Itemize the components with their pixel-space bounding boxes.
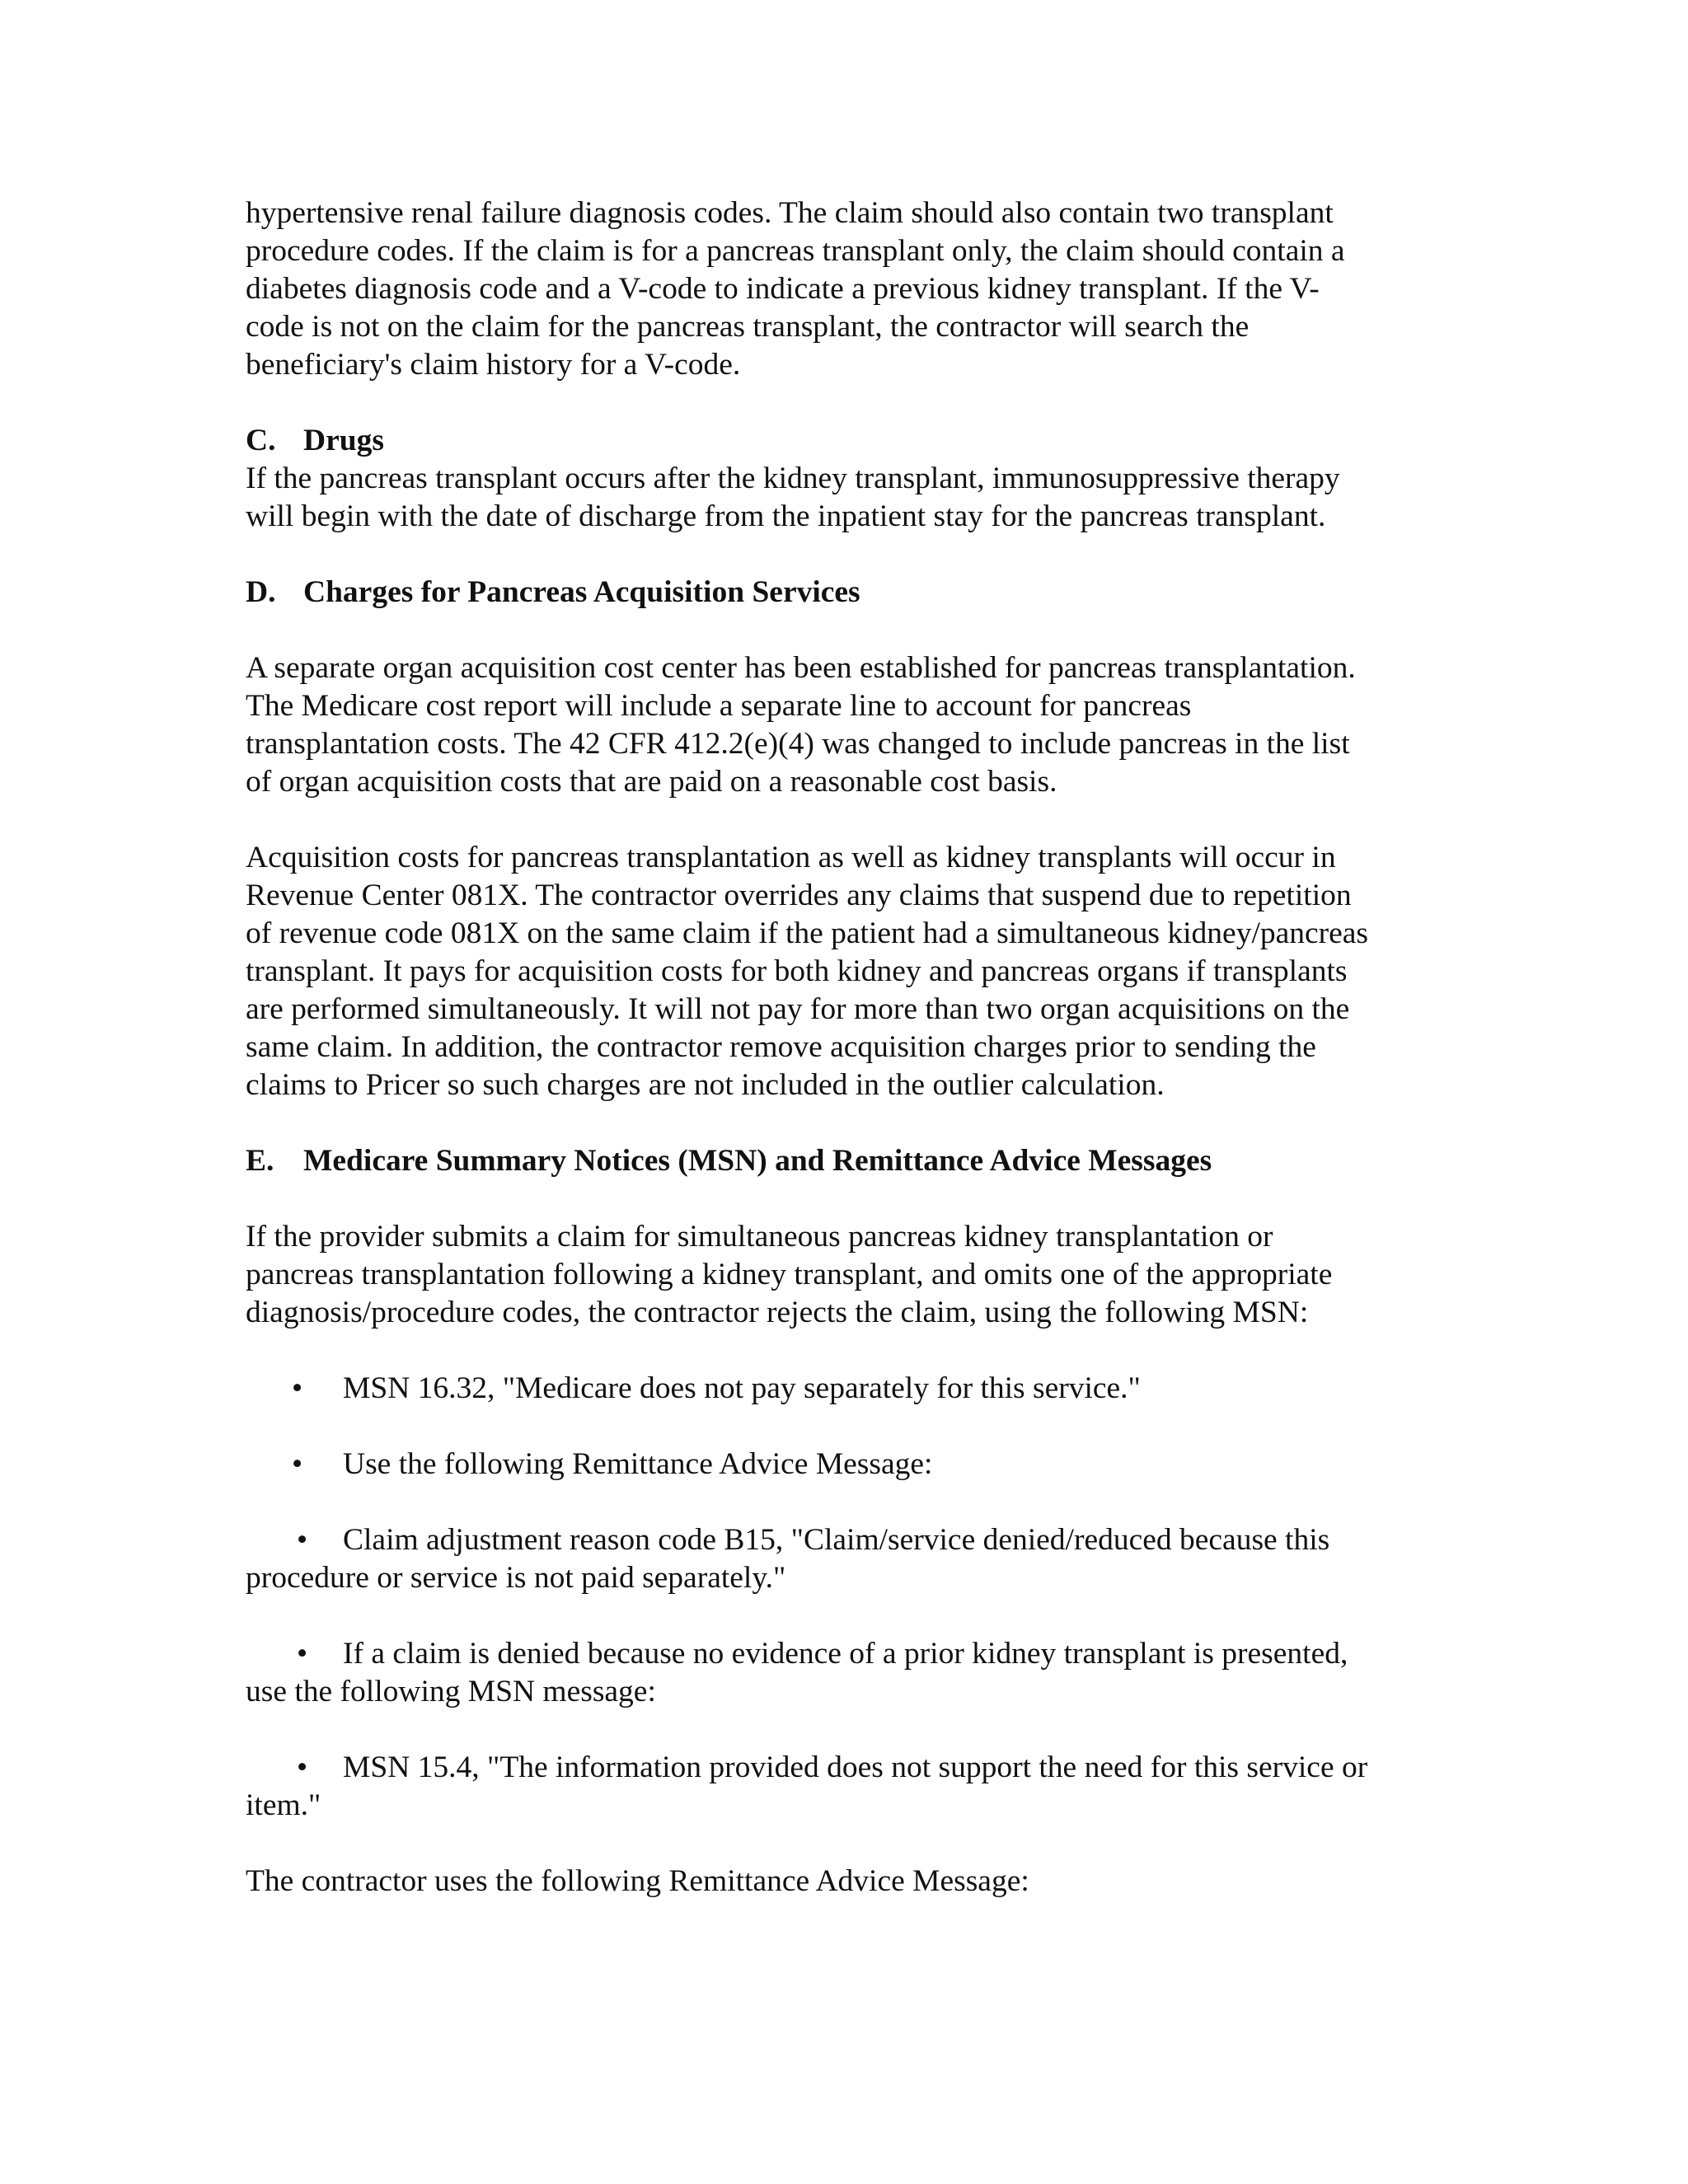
spacer (246, 1597, 1449, 1635)
section-d-heading (246, 574, 1449, 612)
section-e-letter: E. (246, 1144, 274, 1178)
section-c-title: Drugs (303, 424, 384, 457)
section-e-paragraph-1: If the provider submits a claim for simultaneous pancreas kidney transplantation or pancreas transplantation following a kidney transplant, and omits one of the appropriate diagnosis/procedure codes, the contractor rejects the claim, using the following MSN: (246, 1220, 1333, 1329)
section-d-title: Charges for Pancreas Acquisition Services (303, 575, 860, 609)
closing-paragraph: The contractor uses the following Remittance Advice Message: (246, 1864, 1029, 1898)
bullet-item-4 (246, 1635, 1449, 1711)
spacer (246, 1711, 1449, 1749)
bullet-text-line-1: Claim adjustment reason code B15, "Claim/service denied/reduced because this (343, 1523, 1330, 1557)
spacer (246, 1180, 1449, 1218)
intro-paragraph: hypertensive renal failure diagnosis codes. The claim should also contain two transplant procedure codes. If the claim is for a pancreas transplant only, the claim should contain a diabetes diagnosis code and a V-code to indicate a previous kidney transplant. If the V- code is not on the claim for the pancreas transplant, the contractor will search the beneficiary's claim history for a V-code. (246, 196, 1345, 382)
spacer (246, 384, 1449, 422)
bullet-item-5 (246, 1749, 1449, 1825)
section-c-heading (246, 422, 1449, 460)
section-e-heading (246, 1142, 1449, 1180)
spacer (246, 801, 1449, 839)
spacer (246, 612, 1449, 649)
bullet-item-2 (246, 1446, 1449, 1483)
bullet-icon: • (297, 1523, 308, 1557)
spacer (246, 1483, 1449, 1521)
bullet-text-line-1: If a claim is denied because no evidence of a prior kidney transplant is presented, (343, 1637, 1348, 1671)
bullet-text: Use the following Remittance Advice Message: (343, 1447, 933, 1481)
spacer (246, 1332, 1449, 1370)
bullet-icon: • (292, 1447, 303, 1481)
section-d-paragraph-1: A separate organ acquisition cost center has been established for pancreas transplantation. The Medicare cost report will include a separate line to account for pancreas transplantation costs. The 42 CFR 412.2(e)(4) was changed to include pancreas in the list of organ acquisition costs that are paid on a reasonable cost basis. (246, 651, 1356, 799)
section-c-letter: C. (246, 424, 276, 457)
spacer (246, 1408, 1449, 1446)
section-d-paragraph-2: Acquisition costs for pancreas transplantation as well as kidney transplants will occur in Revenue Center 081X. The contractor overrides any claims that suspend due to repetition of revenue code 081X on the same claim if the patient had a simultaneous kidney/pancreas transplant. It pays for acquisition costs for both kidney and pancreas organs if transplants are performed simultaneously. It will not pay for more than two organ acquisitions on the same claim. In addition, the contractor remove acquisition charges prior to sending the claims to Pricer so such charges are not included in the outlier calculation. (246, 841, 1369, 1102)
spacer (246, 1104, 1449, 1142)
spacer (246, 536, 1449, 574)
bullet-text-line-2: use the following MSN message: (246, 1675, 656, 1708)
bullet-text: MSN 16.32, "Medicare does not pay separately for this service." (343, 1371, 1141, 1405)
bullet-item-3 (246, 1521, 1449, 1597)
bullet-item-1 (246, 1370, 1449, 1408)
bullet-icon: • (292, 1371, 303, 1405)
section-c-body: If the pancreas transplant occurs after the kidney transplant, immunosuppressive therapy will begin with the date of discharge from the inpatient stay for the pancreas transplant. (246, 462, 1340, 533)
bullet-text-line-1: MSN 15.4, "The information provided does not support the need for this service or (343, 1750, 1368, 1784)
section-d-letter: D. (246, 575, 276, 609)
spacer (246, 1825, 1449, 1863)
bullet-icon: • (297, 1750, 308, 1784)
document-page (246, 194, 1449, 1900)
bullet-text-line-2: procedure or service is not paid separately." (246, 1561, 786, 1595)
bullet-text-line-2: item." (246, 1788, 321, 1822)
section-e-title: Medicare Summary Notices (MSN) and Remittance Advice Messages (303, 1144, 1212, 1178)
bullet-icon: • (297, 1637, 308, 1671)
